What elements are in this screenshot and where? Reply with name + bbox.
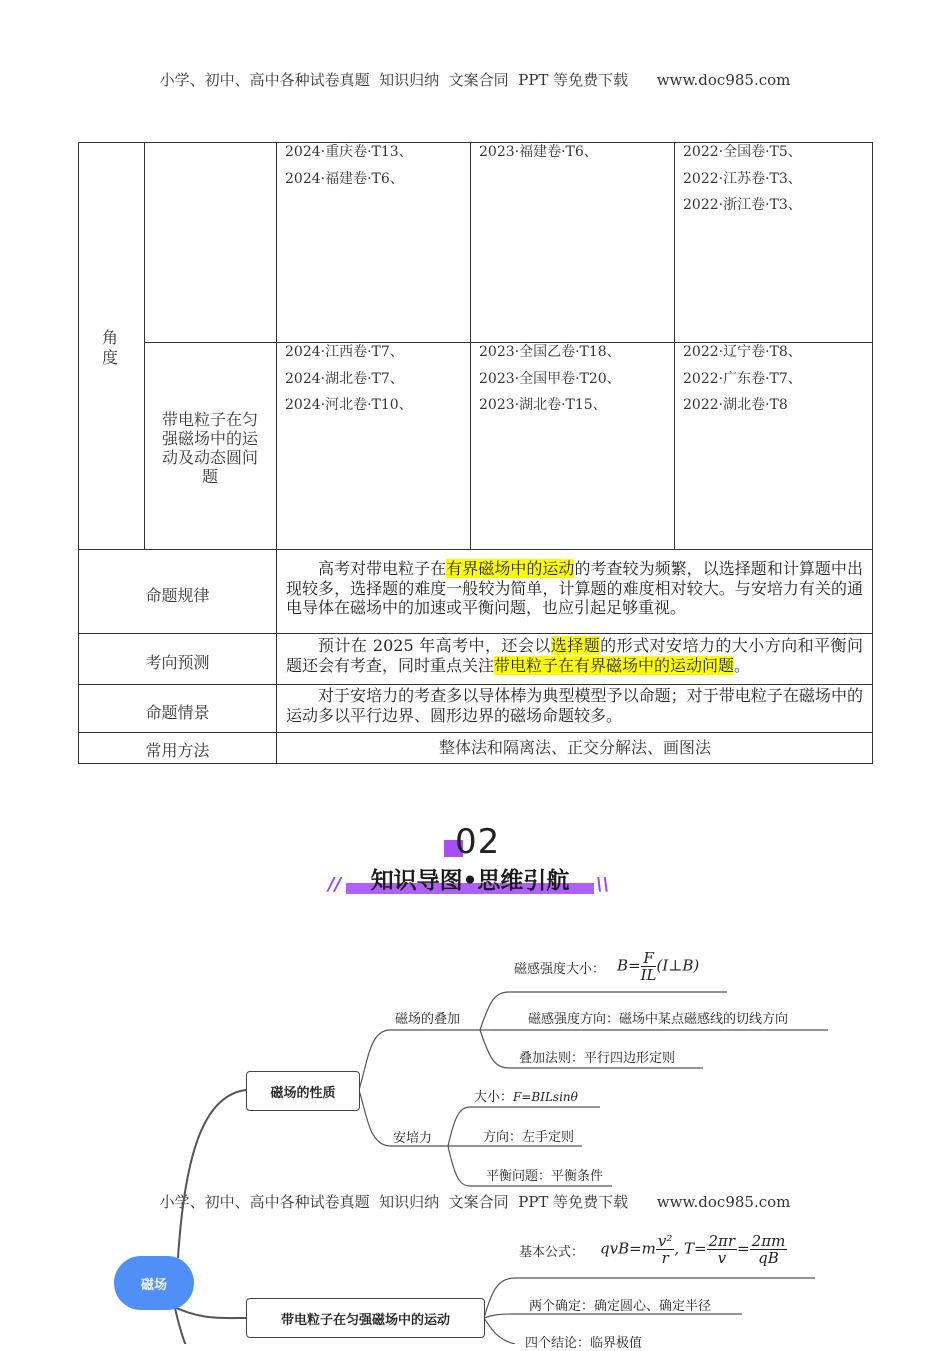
slash-right-icon: \\ [596,874,610,895]
list-item: 2022·广东卷·T7、 [683,370,802,387]
list-item: 2022·江苏卷·T3、 [683,170,802,187]
row2-category: 带电粒子在匀强磁场中的运动及动态圆问题 [161,410,258,486]
mindmap-sub-superposition: 磁场的叠加 [395,1012,461,1027]
mindmap-root: 磁场 [114,1256,194,1310]
page-header-repeat: 小学、初中、高中各种试卷真题 知识归纳 文案合同 PPT 等免费下载 www.doc985.com [159,1193,791,1211]
scenario-text: 对于安培力的考查多以导体棒为典型模型予以命题；对于带电粒子在磁场中的运动多以平行边界、圆形边界的磁场命题较多。 [286,686,863,725]
rule-item: 叠加法则：平行四边形定则 [519,1051,676,1066]
list-item: 2023·湖北卷·T15、 [479,397,607,413]
mindmap-sub-ampere: 安培力 [393,1131,433,1146]
balance-item: 平衡问题：平衡条件 [486,1169,604,1184]
list-item: 2024·福建卷·T6、 [285,170,404,187]
list-item: 2024·重庆卷·T13、 [285,144,413,160]
magnitude-label: 磁感强度大小： [514,962,606,977]
method-text: 整体法和隔离法、正交分解法、画图法 [438,738,711,757]
highlight: 有界磁场中的运动 [446,559,575,578]
angle-label: 角 度 [101,328,118,367]
direction-item: 磁感强度方向：磁场中某点磁感线的切线方向 [528,1012,789,1027]
magnitude-formula: B= $\frac{F}{IL}$ (I⊥B) [617,949,700,984]
list-item: 2023·全国乙卷·T18、 [479,344,621,360]
list-item: 2024·河北卷·T10、 [285,397,413,413]
method-label: 常用方法 [145,741,210,760]
direction-rule-item: 方向：左手定则 [483,1130,575,1145]
list-item: 2022·浙江卷·T3、 [683,197,802,213]
highlight: 带电粒子在有界磁场中的运动问题 [494,655,735,675]
list-item: 2024·湖北卷·T7、 [285,370,404,387]
scenario-label: 命题情景 [145,703,210,722]
size-item: 大小：F=BILsinθ [474,1090,578,1105]
two-determinations: 两个确定：确定圆心、确定半径 [529,1299,712,1314]
forecast-text: 预计在 2025 年高考中，还会以选择题的形式对安培力的大小方向和平衡问题还会有考查，同时重点关注带电粒子在有界磁场中的运动问题。 [286,636,863,675]
list-item: 2022·全国卷·T5、 [683,144,802,160]
list-item: 2023·福建卷·T6、 [479,144,598,160]
list-item: 2022·湖北卷·T8 [683,397,788,413]
rule-label: 命题规律 [145,586,210,605]
page-header: 小学、初中、高中各种试卷真题 知识归纳 文案合同 PPT 等免费下载 www.doc985.com [159,71,791,89]
mindmap-branch-properties: 磁场的性质 [246,1071,360,1111]
forecast-label: 考向预测 [145,653,210,672]
basic-formula: qvB=m $\frac{\text{v²}}{r}$ , T= $\frac{2\pi r}{v}$ = $\frac{2\pi m}{qB}$ [600,1232,786,1267]
slash-left-icon: // [328,874,342,895]
basic-formula-label: 基本公式： [519,1245,585,1260]
four-conclusions: 四个结论：临界极值 [525,1336,643,1351]
list-item: 2023·全国甲卷·T20、 [479,370,621,387]
highlight: 选择题 [550,636,601,655]
list-item: 2022·辽宁卷·T8、 [683,344,802,360]
mindmap-branch-motion: 带电粒子在匀强磁场中的运动 [246,1298,485,1338]
rule-text: 高考对带电粒子在有界磁场中的运动的考查较为频繁，以选择题和计算题中出现较多，选择题的难度一般较为简单，计算题的难度相对较大。与安培力有关的通电导体在磁场中的加速或平衡问题，也应引起足够重视。 [286,559,863,617]
list-item: 2024·江西卷·T7、 [285,344,404,360]
section-number: 02 [455,822,501,862]
section-title: 知识导图•思维引航 [370,868,570,894]
